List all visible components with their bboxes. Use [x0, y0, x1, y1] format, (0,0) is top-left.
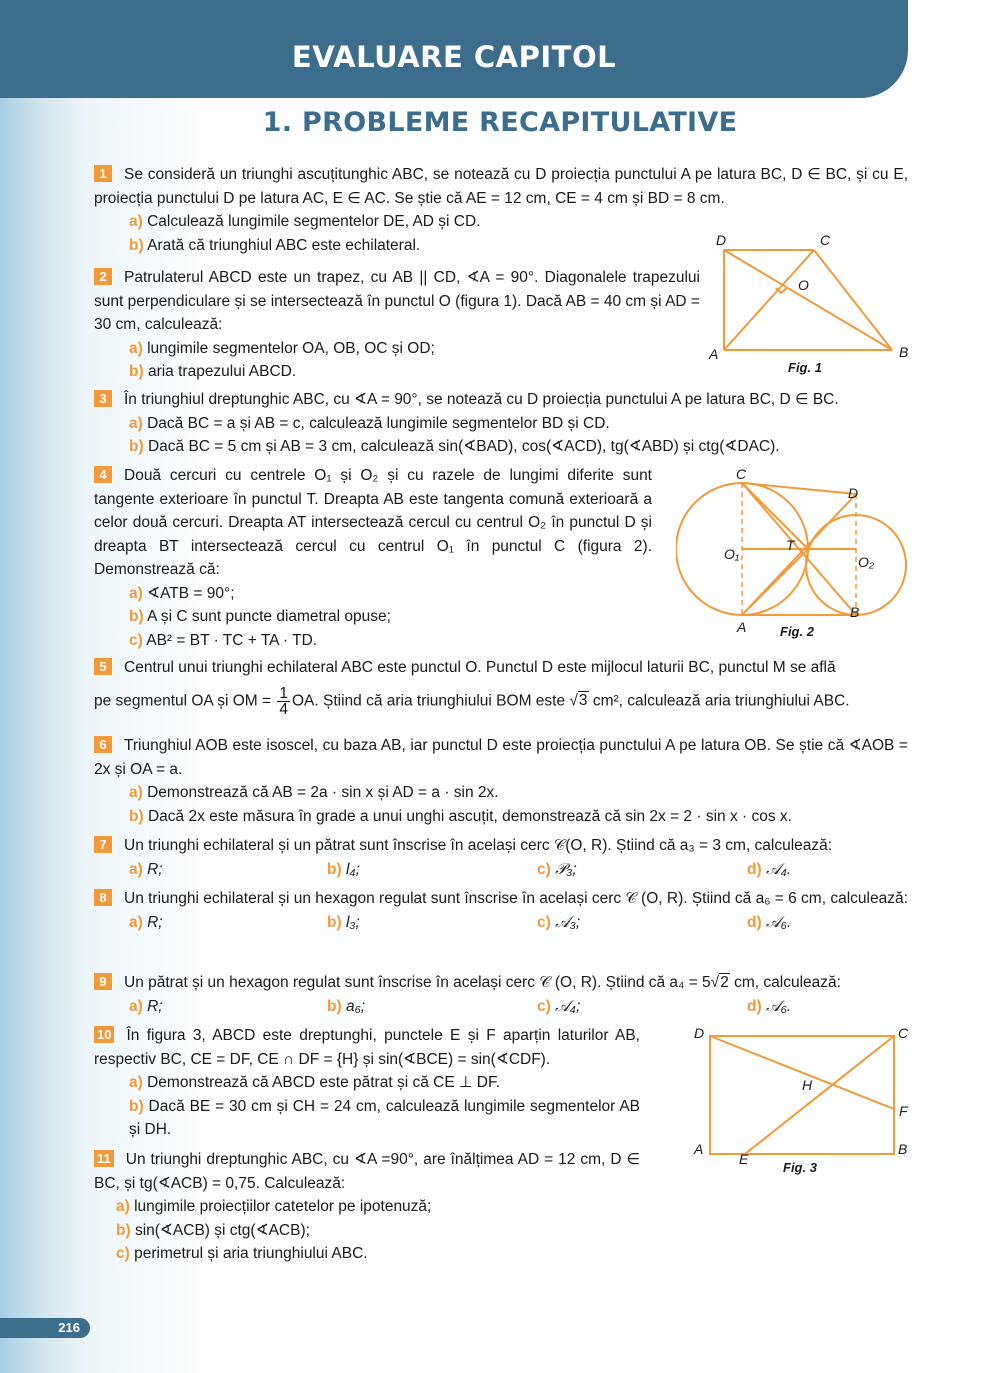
label-B: B — [899, 344, 909, 360]
rectangle-diagram — [690, 1024, 916, 1180]
option-label: b) — [327, 860, 342, 878]
problem-text: Două cercuri cu centrele O₁ și O₂ și cu razele de lungimi diferite sunt tangente exterioare în punctul T. Dreapta AB este tangenta comună exterioară a celor două cercuri. Dreapta AT intersectează cercul cu centrul O₂ în punctul D și dreapta BT intersectează cercul cu centrul O₁ în punctul C (figura 2). Demonstrează că: — [94, 467, 652, 578]
item-text: ∢ATB = 90°; — [147, 584, 235, 602]
option-text: 𝒜₄; — [555, 997, 581, 1015]
option-text: l₃; — [345, 913, 360, 931]
option-text: 𝒜₆. — [765, 997, 792, 1015]
option-text: R; — [147, 860, 163, 878]
problem-text: pe segmentul OA și OM = — [94, 692, 272, 710]
item-text: Demonstrează că AB = 2a · sin x și AD = a · sin 2x. — [147, 784, 499, 801]
problem-11 — [94, 1148, 640, 1266]
problem-text: Un triunghi echilateral și un pătrat sunt înscrise în același cerc 𝒞(O, R). Știind că a₃ = 3 cm, calculează: — [124, 837, 833, 854]
problem-number: 4 — [94, 466, 112, 483]
trapezoid-diagram — [700, 230, 920, 380]
problem-7 — [94, 834, 908, 881]
item-text: Calculează lungimile segmentelor DE, AD și CD. — [147, 213, 481, 230]
option-label: c) — [537, 997, 551, 1015]
item-text: perimetrul și aria triunghiului ABC. — [134, 1245, 368, 1262]
item-label: b) — [129, 363, 144, 380]
option-label: c) — [537, 913, 551, 931]
label-B: B — [850, 604, 860, 620]
option-label: a) — [129, 860, 143, 878]
item-text: Arată că triunghiul ABC este echilateral. — [147, 236, 421, 254]
option-text: R; — [147, 997, 163, 1015]
option-text: l₄; — [345, 860, 360, 878]
item-label: a) — [129, 213, 143, 230]
problem-text: Centrul unui triunghi echilateral ABC este punctul O. Punctul D este mijlocul laturii BC, punctul M se află — [124, 659, 836, 676]
item-text: Dacă BC = a și AB = c, calculează lungimile segmentelor BD și CD. — [147, 414, 610, 432]
item-text: A și C sunt puncte diametral opuse; — [147, 608, 391, 625]
item-text: Dacă 2x este măsura în grade a unui unghi ascuțit, demonstrează că sin 2x = 2 · sin x · cos x. — [147, 807, 792, 825]
item-label: a) — [129, 584, 143, 602]
problem-text: Se consideră un triunghi ascuțitunghic ABC, se notează cu D proiecția punctului A pe latura BC, D ∈ BC, și cu E, proiecția punctului D pe latura AC, E ∈ AC. Se știe că AE = 12 cm, CE = 4 cm și BD = 8 cm. — [94, 166, 908, 207]
fraction-numerator: 1 — [279, 684, 288, 702]
problem-number: 10 — [94, 1026, 114, 1043]
problem-9: 9 Un pătrat și un hexagon regulat sunt înscrise în același cerc 𝒞 (O, R). Știind că a₄ = 5√2 cm, calculează: a) R; b) a₆; c) 𝒜₄; d) 𝒜₆. — [94, 971, 908, 1018]
item-label: a) — [116, 1198, 130, 1215]
item-label: b) — [129, 438, 144, 455]
item-text: lungimile proiecțiilor catetelor pe ipotenuză; — [134, 1198, 432, 1215]
item-text: sin(∢ACB) și ctg(∢ACB); — [134, 1221, 310, 1239]
problem-text: În triunghiul dreptunghic ABC, cu ∢A = 90°, se notează cu D proiecția punctului A pe latura BC, D ∈ BC. — [124, 391, 839, 408]
problem-text: Un triunghi echilateral și un hexagon regulat sunt înscrise în același cerc 𝒞 (O, R). Știind că a₆ = 6 cm, calculează: — [124, 890, 908, 907]
label-A: A — [694, 1141, 704, 1157]
item-label: b) — [116, 1221, 131, 1239]
label-O: O — [798, 277, 809, 293]
tangent-circles-diagram — [676, 466, 912, 648]
item-text: Demonstrează că ABCD este pătrat și că CE ⊥ DF. — [147, 1074, 501, 1091]
problem-8 — [94, 887, 908, 934]
label-T: T — [786, 537, 795, 553]
sqrt-value: 2 — [720, 974, 729, 991]
item-label: b) — [129, 236, 144, 254]
option-label: d) — [747, 860, 762, 878]
item-label: a) — [129, 1074, 143, 1091]
item-label: a) — [129, 339, 143, 357]
item-label: b) — [129, 807, 144, 825]
problem-text: În figura 3, ABCD este dreptunghi, punctele E și F aparțin laturilor AB, respectiv BC, CE = DF, CE ∩ DF = {H} și sin(∢BCE) = sin(∢CDF). — [94, 1027, 640, 1068]
option-label: a) — [129, 997, 143, 1015]
label-O1: O₁ — [724, 546, 740, 562]
option-text: 𝒜₃; — [555, 913, 581, 931]
problem-number: 5 — [94, 658, 112, 675]
figure-caption: Fig. 2 — [780, 624, 814, 639]
label-F: F — [899, 1103, 908, 1119]
label-O2: O₂ — [858, 554, 875, 570]
label-B: B — [898, 1141, 908, 1157]
problem-number: 7 — [94, 836, 112, 853]
label-H: H — [802, 1077, 813, 1093]
problem-text: Un pătrat și un hexagon regulat sunt înscrise în același cerc 𝒞 (O, R). Știind că a₄ = 5 — [124, 974, 711, 991]
item-label: c) — [116, 1245, 130, 1262]
chapter-title: EVALUARE CAPITOL — [291, 40, 617, 74]
problem-number: 2 — [94, 268, 112, 285]
item-label: c) — [129, 631, 143, 649]
page-number: 216 — [0, 1318, 90, 1338]
problem-text: cm, calculează: — [734, 974, 841, 991]
label-C: C — [898, 1025, 909, 1041]
fraction-denominator: 4 — [279, 700, 288, 718]
problem-3 — [94, 388, 908, 459]
problem-number: 9 — [94, 973, 112, 990]
option-text: 𝒜₄. — [765, 860, 792, 878]
item-text: aria trapezului ABCD. — [147, 363, 297, 380]
figure-caption: Fig. 1 — [788, 360, 822, 375]
option-text: 𝒫₃; — [555, 860, 577, 878]
option-label: d) — [747, 997, 762, 1015]
option-label: d) — [747, 913, 762, 931]
label-E: E — [739, 1151, 749, 1167]
item-label: a) — [129, 414, 143, 432]
label-D: D — [848, 485, 859, 501]
problem-text: Un triunghi dreptunghic ABC, cu ∢A =90°, are înălțimea AD = 12 cm, D ∈ BC, și tg(∢ACB) = 0,75. Calculează: — [94, 1151, 640, 1192]
option-text: a₆; — [345, 997, 366, 1015]
option-label: b) — [327, 997, 342, 1015]
option-label: b) — [327, 913, 342, 931]
problem-5: 5 Centrul unui triunghi echilateral ABC este punctul O. Punctul D este mijlocul laturii BC, punctul M se află pe segmentul OA și OM = $\frac{1}{4}$ OA. Știind că aria triunghiului BOM este √3 cm², calculează aria triunghiului ABC. — [94, 659, 850, 718]
problem-6 — [94, 734, 908, 828]
label-D: D — [694, 1025, 705, 1041]
option-text: 𝒜₆. — [765, 913, 792, 931]
item-text: Dacă BC = 5 cm și AB = 3 cm, calculează sin(∢BAD), cos(∢ACD), tg(∢ABD) și ctg(∢DAC). — [147, 438, 780, 455]
problem-text: cm², calculează aria triunghiului ABC. — [592, 692, 850, 710]
item-label: b) — [129, 608, 144, 625]
problem-number: 1 — [94, 165, 112, 182]
item-label: a) — [129, 784, 143, 801]
problem-number: 11 — [94, 1150, 114, 1167]
item-label: b) — [129, 1097, 144, 1115]
label-C: C — [820, 232, 831, 248]
figure-caption: Fig. 3 — [783, 1160, 817, 1175]
option-label: c) — [537, 860, 551, 878]
problem-2 — [94, 266, 700, 384]
option-text: R; — [147, 913, 163, 931]
fraction — [277, 686, 290, 717]
label-D: D — [716, 232, 727, 248]
item-text: Dacă BE = 30 cm și CH = 24 cm, calculează lungimile segmentelor AB și DH. — [129, 1097, 640, 1138]
option-label: a) — [129, 913, 143, 931]
problem-number: 6 — [94, 736, 112, 753]
label-C: C — [736, 466, 747, 482]
problem-number: 3 — [94, 390, 112, 407]
sqrt-value: 3 — [578, 692, 588, 710]
problem-text: Triunghiul AOB este isoscel, cu baza AB, iar punctul D este proiecția punctului A pe latura OB. Se știe că ∢AOB = 2x și OA = a. — [94, 737, 908, 778]
problem-text: OA. Știind că aria triunghiului BOM este — [291, 692, 566, 710]
label-A: A — [709, 346, 719, 362]
problem-10 — [94, 1024, 640, 1142]
problem-text: Patrulaterul ABCD este un trapez, cu AB || CD, ∢A = 90°. Diagonalele trapezului sunt perpendiculare și se intersectează în punctul O (figura 1). Dacă AB = 40 cm și AD = 30 cm, calculează: — [94, 269, 700, 333]
item-text: AB² = BT · TC + TA · TD. — [146, 631, 318, 649]
item-text: lungimile segmentelor OA, OB, OC și OD; — [147, 339, 435, 357]
label-A: A — [737, 619, 747, 635]
chapter-header — [0, 0, 908, 98]
problem-number: 8 — [94, 889, 112, 906]
section-title: 1. PROBLEME RECAPITULATIVE — [262, 107, 738, 138]
problem-4 — [94, 464, 652, 652]
